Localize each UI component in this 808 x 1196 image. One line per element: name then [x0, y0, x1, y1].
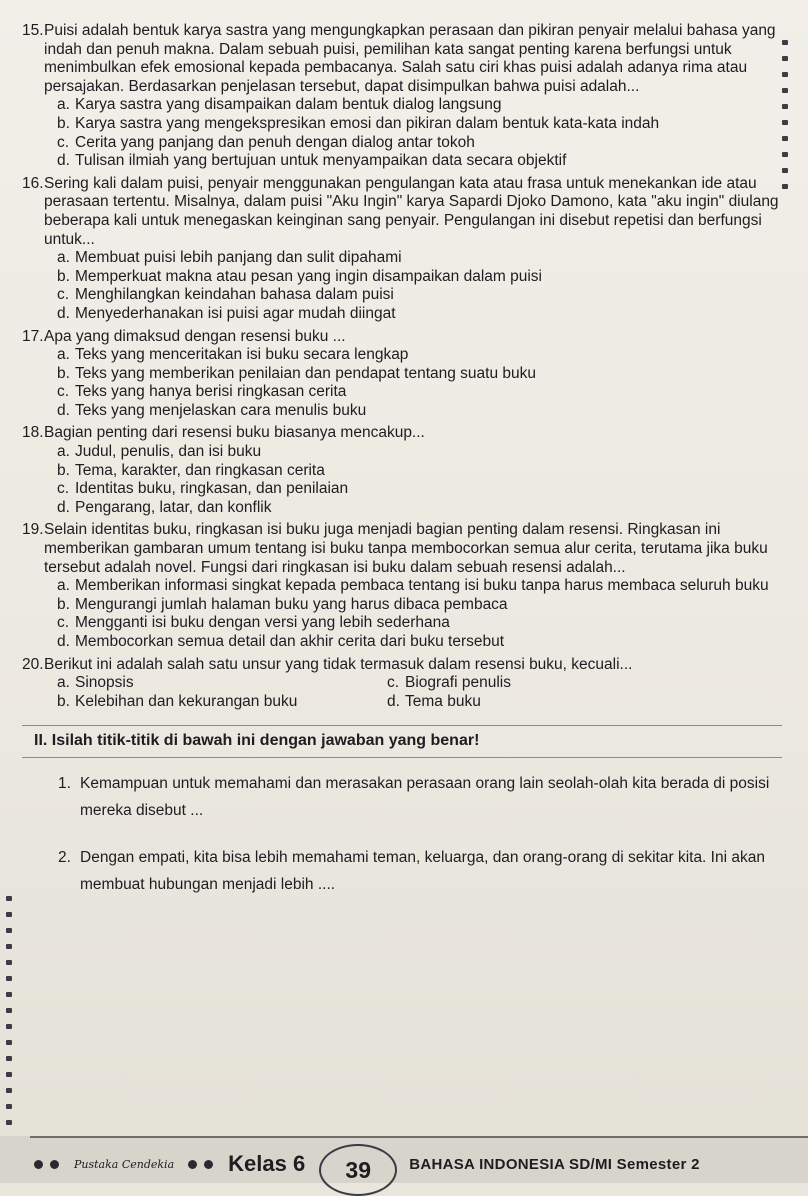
option-c: c. Biografi penulis [387, 674, 511, 692]
subject-label: BAHASA INDONESIA SD/MI Semester 2 [409, 1155, 700, 1173]
question-stem: Apa yang dimaksud dengan resensi buku ... [44, 327, 346, 345]
bullet-dot-icon [50, 1160, 59, 1169]
right-margin-marks [782, 40, 792, 200]
option-d: d. Menyederhanakan isi puisi agar mudah diingat [57, 304, 396, 322]
option-d: d. Tulisan ilmiah yang bertujuan untuk menyampaikan data secara objektif [57, 152, 567, 170]
question-number: 16. [22, 174, 44, 192]
question-number: 20. [22, 655, 44, 673]
question-stem: Puisi adalah bentuk karya sastra yang mengungkapkan perasaan dan pikiran penyair melalui bahasa yang indah dan penuh makna. Dalam sebuah puisi, pemilihan kata sangat penting karena berfungsi untuk menimbulkan efek emosional kepada pembacanya. Salah satu ciri khas puisi adalah adanya rima atau persajakan. Berdasarkan penjelasan tersebut, dapat disimpulkan bahwa puisi adalah... [44, 22, 776, 95]
option-c: c. Cerita yang panjang dan penuh dengan dialog antar tokoh [57, 133, 475, 151]
question-17 [22, 328, 782, 421]
essay-text: Kemampuan untuk memahami dan merasakan perasaan orang lain seolah-olah kita berada di posisi mereka disebut ... [80, 774, 770, 819]
essay-number: 1. [58, 774, 71, 792]
question-number: 17. [22, 327, 44, 345]
bullet-dot-icon [204, 1160, 213, 1169]
question-19 [22, 521, 782, 651]
essay-question-2 [22, 844, 782, 898]
option-c: c. Identitas buku, ringkasan, dan penilaian [57, 480, 349, 498]
option-a: a. Membuat puisi lebih panjang dan sulit dipahami [57, 249, 402, 267]
grade-label: Kelas 6 [228, 1151, 306, 1176]
question-number: 19. [22, 521, 44, 539]
essay-text: Dengan empati, kita bisa lebih memahami teman, keluarga, dan orang-orang di sekitar kita. Ini akan membuat hubungan menjadi lebih .... [80, 848, 765, 893]
section-title: II. Isilah titik-titik di bawah ini dengan jawaban yang benar! [34, 732, 480, 750]
option-c: c. Mengganti isi buku dengan versi yang lebih sederhana [57, 614, 450, 632]
options-row-2 [22, 693, 782, 712]
question-stem: Selain identitas buku, ringkasan isi buku juga menjadi bagian penting dalam resensi. Ringkasan ini memberikan gambaran umum tentang isi buku tanpa membocorkan semua alur cerita, terutama jika buku tersebut adalah novel. Fungsi dari ringkasan isi buku dalam sebuah resensi adalah... [44, 521, 768, 576]
option-d: d. Tema buku [387, 692, 481, 710]
essay-number: 2. [58, 848, 71, 866]
option-a: a. Sinopsis [57, 674, 134, 692]
bullet-dot-icon [34, 1160, 43, 1169]
option-a: a. Karya sastra yang disampaikan dalam bentuk dialog langsung [57, 96, 502, 114]
option-b: b. Kelebihan dan kekurangan buku [57, 692, 298, 710]
section-divider-top [22, 725, 782, 726]
question-16 [22, 175, 782, 324]
question-20 [22, 656, 782, 712]
option-d: d. Membocorkan semua detail dan akhir cerita dari buku tersebut [57, 633, 505, 650]
left-margin-marks [6, 896, 16, 1152]
question-number: 18. [22, 424, 44, 442]
question-content [22, 22, 782, 918]
option-b: b. Tema, karakter, dan ringkasan cerita [57, 461, 325, 479]
question-18 [22, 424, 782, 517]
question-15 [22, 22, 782, 171]
option-d: d. Pengarang, latar, dan konflik [57, 498, 272, 516]
question-stem: Sering kali dalam puisi, penyair menggunakan pengulangan kata atau frasa untuk menekankan ide atau perasaan tertentu. Misalnya, dalam puisi "Aku Ingin" karya Sapardi Djoko Damono, kata "aku ingin" diulang beberapa kali untuk menegaskan keinginan sang penyair. Pengulangan ini disebut repetisi dan berfungsi untuk... [44, 174, 779, 248]
footer-rule [30, 1136, 808, 1138]
option-b: b. Teks yang memberikan penilaian dan pendapat tentang suatu buku [57, 364, 537, 382]
essay-question-1 [22, 770, 782, 824]
page-number: 39 [319, 1144, 397, 1196]
option-a: a. Teks yang menceritakan isi buku secara lengkap [57, 346, 409, 364]
page-footer [34, 1148, 808, 1183]
option-a: a. Judul, penulis, dan isi buku [57, 443, 262, 461]
option-b: b. Mengurangi jumlah halaman buku yang harus dibaca pembaca [57, 595, 508, 613]
option-a: a. Memberikan informasi singkat kepada pembaca tentang isi buku tanpa harus membaca seluruh buku [57, 577, 769, 595]
option-c: c. Teks yang hanya berisi ringkasan cerita [57, 383, 347, 401]
option-b: b. Karya sastra yang mengekspresikan emosi dan pikiran dalam bentuk kata-kata indah [57, 114, 660, 132]
option-c: c. Menghilangkan keindahan bahasa dalam puisi [57, 286, 394, 304]
options-row-1 [22, 674, 782, 693]
publisher-brand: Pustaka Cendekia [74, 1157, 175, 1171]
option-b: b. Memperkuat makna atau pesan yang ingin disampaikan dalam puisi [57, 267, 542, 285]
bullet-dot-icon [188, 1160, 197, 1169]
section-divider-bottom [22, 757, 782, 758]
option-d: d. Teks yang menjelaskan cara menulis buku [57, 401, 367, 419]
question-number: 15. [22, 22, 44, 39]
question-stem: Bagian penting dari resensi buku biasanya mencakup... [44, 424, 425, 442]
question-stem: Berikut ini adalah salah satu unsur yang tidak termasuk dalam resensi buku, kecuali... [44, 655, 633, 673]
